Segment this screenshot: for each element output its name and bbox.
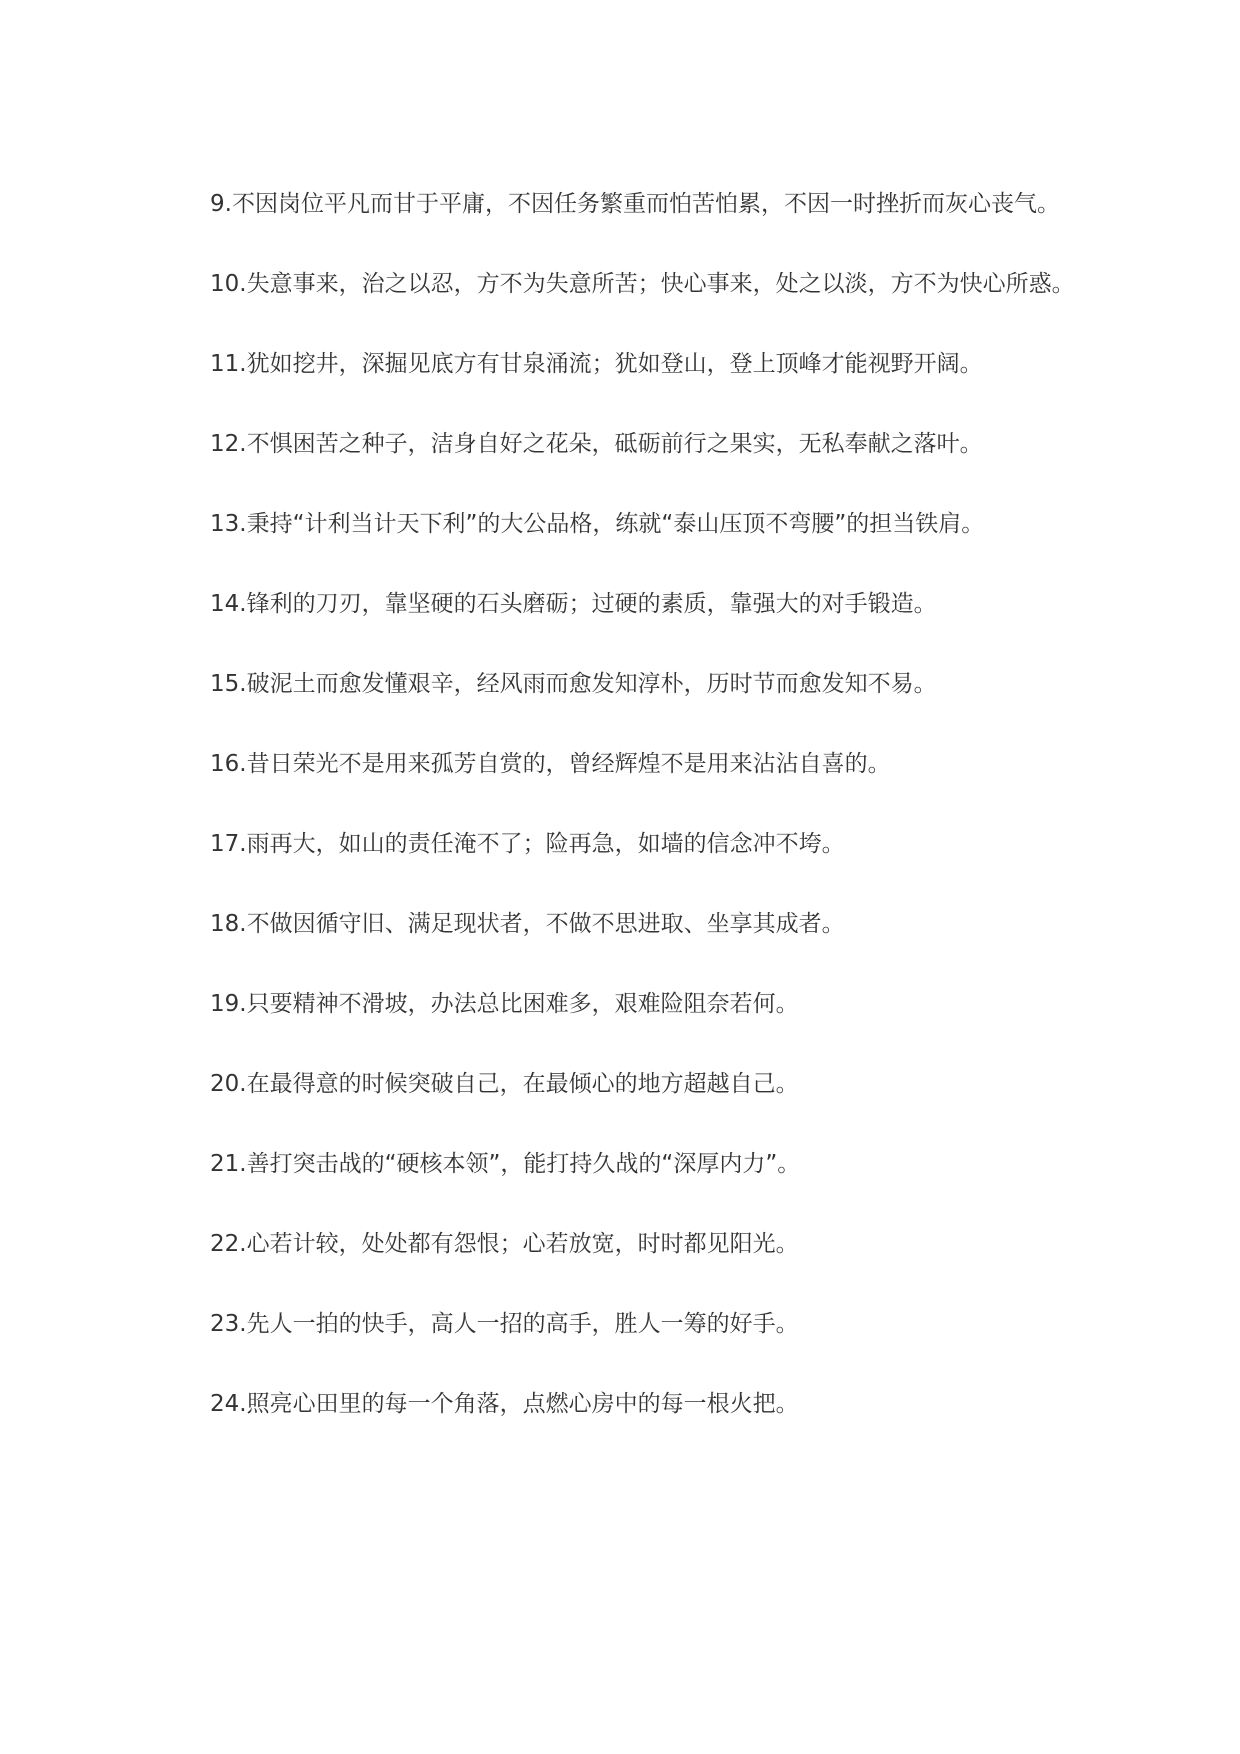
paragraph-20: 20.在最得意的时候突破自己，在最倾心的地方超越自己。 [210, 1071, 799, 1097]
paragraph-9: 9.不因岗位平凡而甘于平庸，不因任务繁重而怕苦怕累，不因一时挫折而灰心丧气。 [210, 191, 1060, 217]
paragraph-17: 17.雨再大，如山的责任淹不了；险再急，如墙的信念冲不垮。 [210, 831, 845, 857]
paragraph-14: 14.锋利的刀刃，靠坚硬的石头磨砺；过硬的素质，靠强大的对手锻造。 [210, 591, 937, 617]
paragraph-18: 18.不做因循守旧、满足现状者，不做不思进取、坐享其成者。 [210, 911, 845, 937]
paragraph-15: 15.破泥土而愈发懂艰辛，经风雨而愈发知淳朴，历时节而愈发知不易。 [210, 671, 937, 697]
paragraph-19: 19.只要精神不滑坡，办法总比困难多，艰难险阻奈若何。 [210, 991, 799, 1017]
paragraph-24: 24.照亮心田里的每一个角落，点燃心房中的每一根火把。 [210, 1391, 799, 1417]
paragraph-22: 22.心若计较，处处都有怨恨；心若放宽，时时都见阳光。 [210, 1231, 799, 1257]
paragraph-11: 11.犹如挖井，深掘见底方有甘泉涌流；犹如登山，登上顶峰才能视野开阔。 [210, 351, 983, 377]
paragraph-10: 10.失意事来，治之以忍，方不为失意所苦；快心事来，处之以淡，方不为快心所惑。 [210, 271, 1075, 297]
paragraph-13: 13.秉持“计利当计天下利”的大公品格，练就“泰山压顶不弯腰”的担当铁肩。 [210, 511, 985, 537]
document-body [160, 164, 1100, 1444]
paragraph-12: 12.不惧困苦之种子，洁身自好之花朵，砥砺前行之果实，无私奉献之落叶。 [210, 431, 983, 457]
paragraph-16: 16.昔日荣光不是用来孤芳自赏的，曾经辉煌不是用来沾沾自喜的。 [210, 751, 891, 777]
paragraph-23: 23.先人一拍的快手，高人一招的高手，胜人一筹的好手。 [210, 1311, 799, 1337]
paragraph-21: 21.善打突击战的“硬核本领”，能打持久战的“深厚内力”。 [210, 1151, 801, 1177]
